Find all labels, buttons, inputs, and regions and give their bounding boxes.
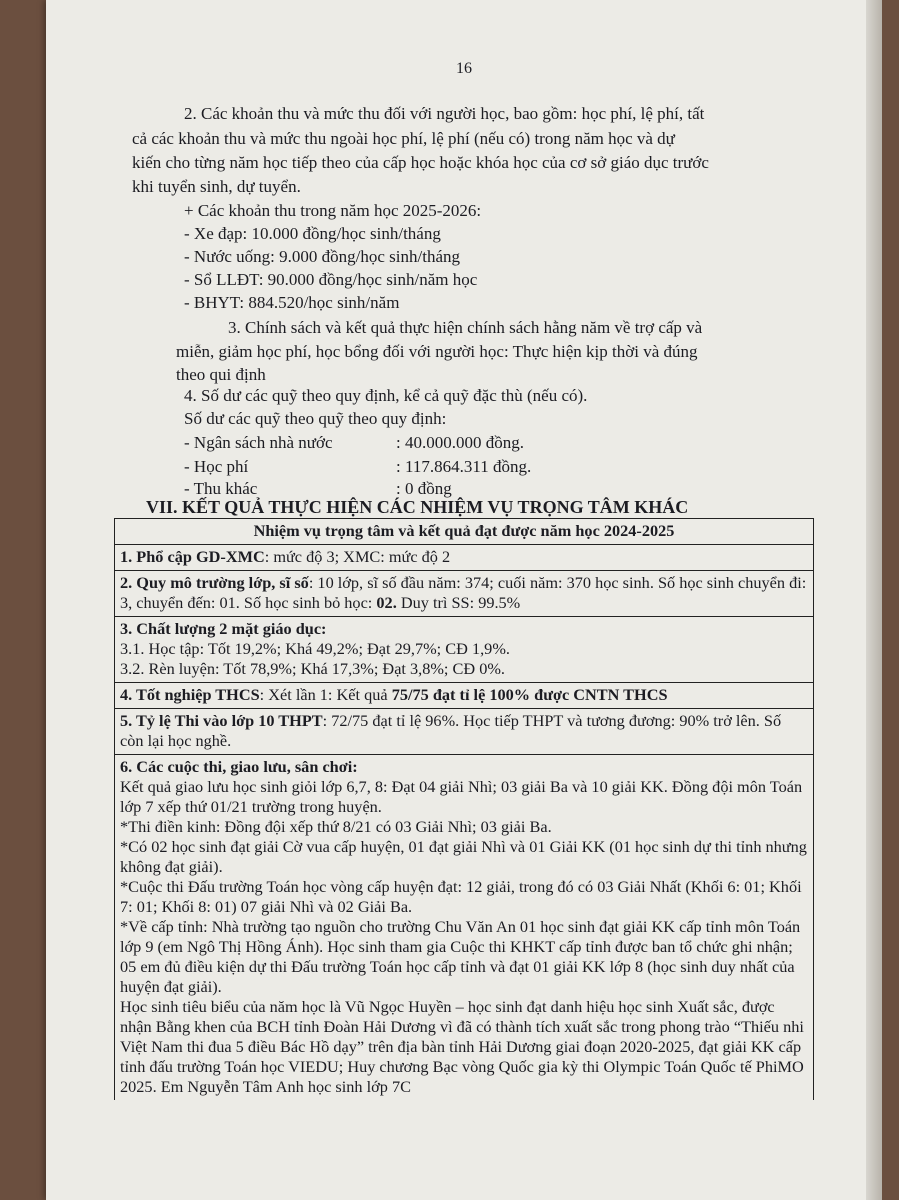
item4-title: 4. Số dư các quỹ theo quy định, kể cả quỹ đặc thù (nếu có). (184, 386, 588, 405)
row-paragraph: Kết quả giao lưu học sinh giỏi lớp 6,7, 8: Đạt 04 giải Nhì; 03 giải Ba và 10 giải KK. Đồng đội môn Toán lớp 7 xếp thứ 01/21 trường trong huyện. (120, 777, 803, 816)
row-title: 1. Phổ cập GD-XMC (120, 547, 265, 566)
row-text: : mức độ 3; XMC: mức độ 2 (264, 547, 451, 566)
fee-item: - Sổ LLĐT: 90.000 đồng/học sinh/năm học (184, 270, 478, 289)
item2-line-4: khi tuyển sinh, dự tuyển. (132, 177, 301, 196)
row-entrance-exam (115, 709, 814, 755)
row-title: 2. Quy mô trường lớp, sĩ số (120, 573, 309, 592)
page-edge (866, 0, 882, 1200)
fee-item: - Nước uống: 9.000 đồng/học sinh/tháng (184, 247, 461, 266)
row-paragraph: *Cuộc thi Đấu trường Toán học vòng cấp huyện đạt: 12 giải, trong đó có 03 Giải Nhất (Khối 6: 01; Khối 7: 01; Khối 8: 01) 07 giải Nhì và 02 Giải Ba. (120, 877, 802, 916)
table-header: Nhiệm vụ trọng tâm và kết quả đạt được năm học 2024-2025 (115, 519, 814, 545)
table-row (115, 571, 814, 617)
dropout-count: 02. (376, 593, 397, 612)
row-paragraph: *Có 02 học sinh đạt giải Cờ vua cấp huyện, 01 đạt giải Nhì và 01 Giải KK (01 học sinh dự thi tỉnh nhưng không đạt giải). (120, 837, 807, 876)
graduation-result: 75/75 đạt tỉ lệ 100% được CNTN THCS (391, 685, 668, 704)
table-row (115, 683, 814, 709)
item2-line-2: cả các khoản thu và mức thu ngoài học phí, lệ phí (nếu có) trong năm học và dự (132, 129, 675, 148)
fees-heading: + Các khoản thu trong năm học 2025-2026: (184, 201, 482, 220)
item3-line-2: miễn, giảm học phí, học bổng đối với người học: Thực hiện kịp thời và đúng (176, 342, 698, 361)
item4-subtitle: Số dư các quỹ theo quỹ theo quy định: (184, 409, 447, 428)
row-graduation (115, 683, 814, 709)
item3-line-3: theo qui định (176, 365, 266, 384)
item2-line-1: 2. Các khoản thu và mức thu đối với người học, bao gồm: học phí, lệ phí, tất (184, 104, 705, 123)
row-text-tail: Duy trì SS: 99.5% (396, 593, 521, 612)
row-paragraph: *Về cấp tỉnh: Nhà trường tạo nguồn cho trường Chu Văn An 01 học sinh đạt giải KK cấp tỉnh môn Toán lớp 9 (em Ngô Thị Hồng Ánh). Học sinh tham gia Cuộc thi KHKT cấp tỉnh được ban tổ chức ghi nhận; 05 em đủ điều kiện dự thi Đấu trường Toán học cấp tỉnh và đạt 01 giải KK lớp 8 (học sinh duy nhất của huyện đạt giải). (120, 917, 801, 996)
fee-item: - Xe đạp: 10.000 đồng/học sinh/tháng (184, 224, 441, 243)
fund-label: - Thu khác (184, 479, 258, 498)
row-universalization (115, 545, 814, 571)
row-line: 3.1. Học tập: Tốt 19,2%; Khá 49,2%; Đạt 29,7%; CĐ 1,9%. (120, 639, 510, 658)
row-competitions (115, 755, 814, 1101)
table-row (115, 709, 814, 755)
fund-value: : 40.000.000 đồng. (396, 433, 524, 452)
row-paragraph: Học sinh tiêu biểu của năm học là Vũ Ngọc Huyền – học sinh đạt danh hiệu học sinh Xuất sắc, được nhận Bằng khen của BCH tỉnh Đoàn Hải Dương vì đã có thành tích xuất sắc trong phong trào “Thiếu nhi Việt Nam thi đua 5 điều Bác Hồ dạy” trên địa bàn tỉnh Hải Dương giai đoạn 2020-2025, đạt giải KK cấp tỉnh đấu trường Toán học VIEDU; Huy chương Bạc vòng Quốc gia kỳ thi Olympic Toán Quốc tế PhiMO 2025. Em Nguyễn Tâm Anh học sinh lớp 7C (120, 997, 804, 1096)
row-line: 3.2. Rèn luyện: Tốt 78,9%; Khá 17,3%; Đạt 3,8%; CĐ 0%. (120, 659, 505, 678)
fee-item: - BHYT: 884.520/học sinh/năm (184, 293, 400, 312)
row-class-scale (115, 571, 814, 617)
table-row (115, 755, 814, 1101)
fund-label: - Học phí (184, 457, 249, 476)
row-title: 6. Các cuộc thi, giao lưu, sân chơi: (120, 757, 358, 776)
row-title: 4. Tốt nghiệp THCS (120, 685, 260, 704)
page-number: 16 (456, 60, 472, 77)
table-row (115, 545, 814, 571)
row-text: : 72/75 đạt tỉ lệ 96%. Học tiếp THPT và tương đương: 90% trở lên. Số còn lại học nghề. (120, 711, 782, 750)
section-title: VII. KẾT QUẢ THỰC HIỆN CÁC NHIỆM VỤ TRỌNG TÂM KHÁC (146, 497, 689, 517)
row-paragraph: *Thi điền kinh: Đồng đội xếp thứ 8/21 có 03 Giải Nhì; 03 giải Ba. (120, 817, 552, 836)
fund-value: : 117.864.311 đồng. (396, 457, 532, 476)
row-education-quality (115, 617, 814, 683)
item3-line-1: 3. Chính sách và kết quả thực hiện chính sách hằng năm về trợ cấp và (228, 318, 703, 337)
fund-label: - Ngân sách nhà nước (184, 433, 333, 452)
table-row (115, 617, 814, 683)
row-text: : Xét lần 1: Kết quả (259, 685, 392, 704)
table-header-row (115, 519, 814, 545)
row-title: 3. Chất lượng 2 mặt giáo dục: (120, 619, 327, 638)
results-table (114, 518, 814, 1100)
item2-line-3: kiến cho từng năm học tiếp theo của cấp học hoặc khóa học của cơ sở giáo dục trước (132, 153, 709, 172)
row-text: : 10 lớp, sĩ số đầu năm: 374; cuối năm: 370 học sinh. Số học sinh chuyển đi: 3, chuyển đến: 01. Số học sinh bỏ học: (120, 573, 807, 612)
fund-value: : 0 đồng (396, 479, 452, 498)
row-title: 5. Tỷ lệ Thi vào lớp 10 THPT (120, 711, 323, 730)
